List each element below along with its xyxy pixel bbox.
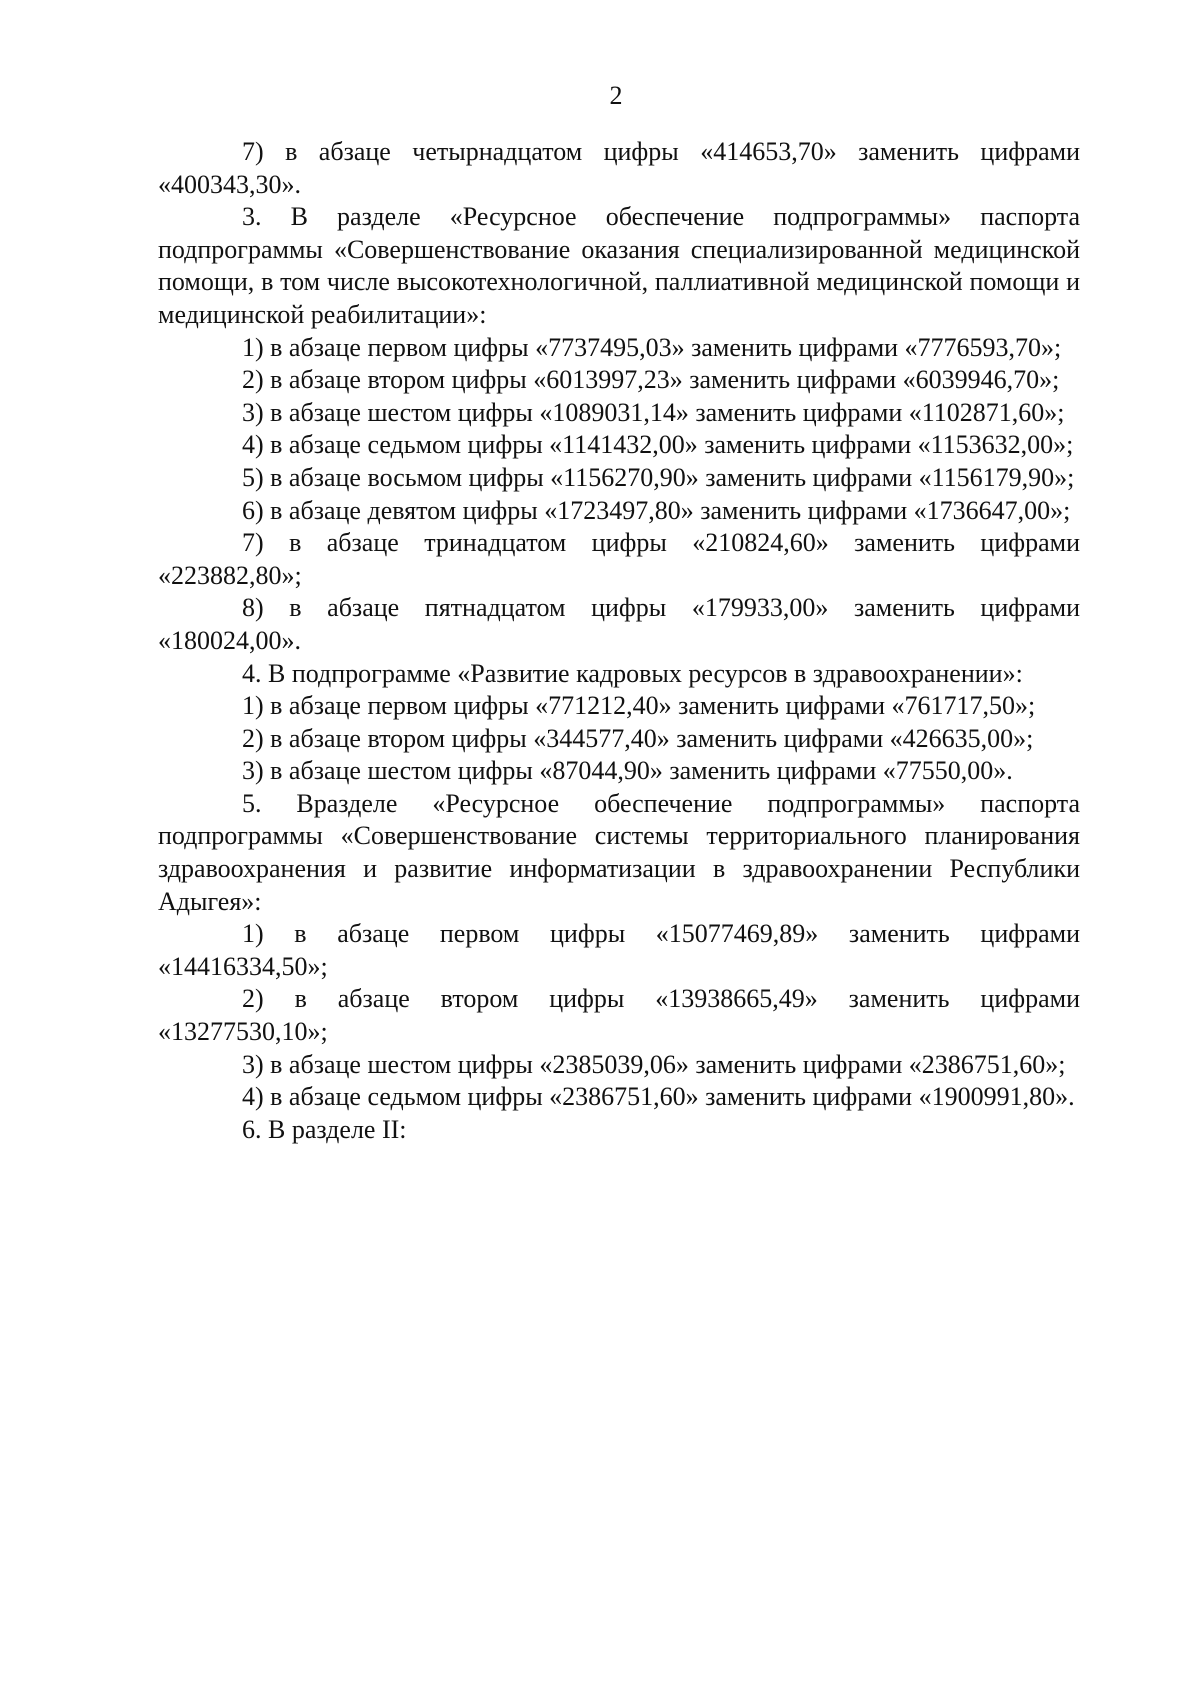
paragraph: 6) в абзаце девятом цифры «1723497,80» заменить цифрами «1736647,00»; xyxy=(242,495,1071,525)
paragraph: 4) в абзаце седьмом цифры «1141432,00» заменить цифрами «1153632,00»; xyxy=(242,430,1074,460)
paragraph: 2) в абзаце втором цифры «13938665,49» заменить цифрами «13277530,10»; xyxy=(158,984,1080,1047)
paragraph: 5. Вразделе «Ресурсное обеспечение подпрограммы» паспорта подпрограммы «Совершенствование системы территориального планирования здравоохранения и развитие информатизации в здравоохранении Республики Адыгея»: xyxy=(158,788,1080,916)
paragraph: 2) в абзаце втором цифры «344577,40» заменить цифрами «426635,00»; xyxy=(242,723,1034,753)
paragraph: 4) в абзаце седьмом цифры «2386751,60» заменить цифрами «1900991,80». xyxy=(242,1082,1075,1112)
paragraph: 3) в абзаце шестом цифры «87044,90» заменить цифрами «77550,00». xyxy=(242,756,1013,786)
paragraph: 4. В подпрограмме «Развитие кадровых ресурсов в здравоохранении»: xyxy=(242,658,1023,688)
paragraph: 7) в абзаце тринадцатом цифры «210824,60» заменить цифрами «223882,80»; xyxy=(158,528,1080,590)
paragraph: 1) в абзаце первом цифры «15077469,89» заменить цифрами «14416334,50»; xyxy=(158,919,1080,981)
paragraph: 5) в абзаце восьмом цифры «1156270,90» заменить цифрами «1156179,90»; xyxy=(242,462,1075,492)
paragraph: 2) в абзаце втором цифры «6013997,23» заменить цифрами «6039946,70»; xyxy=(242,365,1060,395)
paragraph: 8) в абзаце пятнадцатом цифры «179933,00» заменить цифрами «180024,00». xyxy=(158,593,1080,655)
paragraph: 1) в абзаце первом цифры «771212,40» заменить цифрами «761717,50»; xyxy=(242,691,1036,721)
paragraph: 3. В разделе «Ресурсное обеспечение подпрограммы» паспорта подпрограммы «Совершенствование оказания специализированной медицинской помощи, в том числе высокотехнологичной, паллиативной медицинской помощи и медицинской реабилитации»: xyxy=(158,202,1080,329)
page-number: 2 xyxy=(609,81,623,110)
paragraph: 3) в абзаце шестом цифры «2385039,06» заменить цифрами «2386751,60»; xyxy=(242,1049,1066,1079)
paragraph: 6. В разделе II: xyxy=(242,1114,407,1144)
paragraph: 7) в абзаце четырнадцатом цифры «414653,70» заменить цифрами «400343,30». xyxy=(158,137,1080,199)
paragraph: 1) в абзаце первом цифры «7737495,03» заменить цифрами «7776593,70»; xyxy=(242,332,1062,362)
document-body xyxy=(158,136,1080,1146)
paragraph: 3) в абзаце шестом цифры «1089031,14» заменить цифрами «1102871,60»; xyxy=(242,397,1065,427)
